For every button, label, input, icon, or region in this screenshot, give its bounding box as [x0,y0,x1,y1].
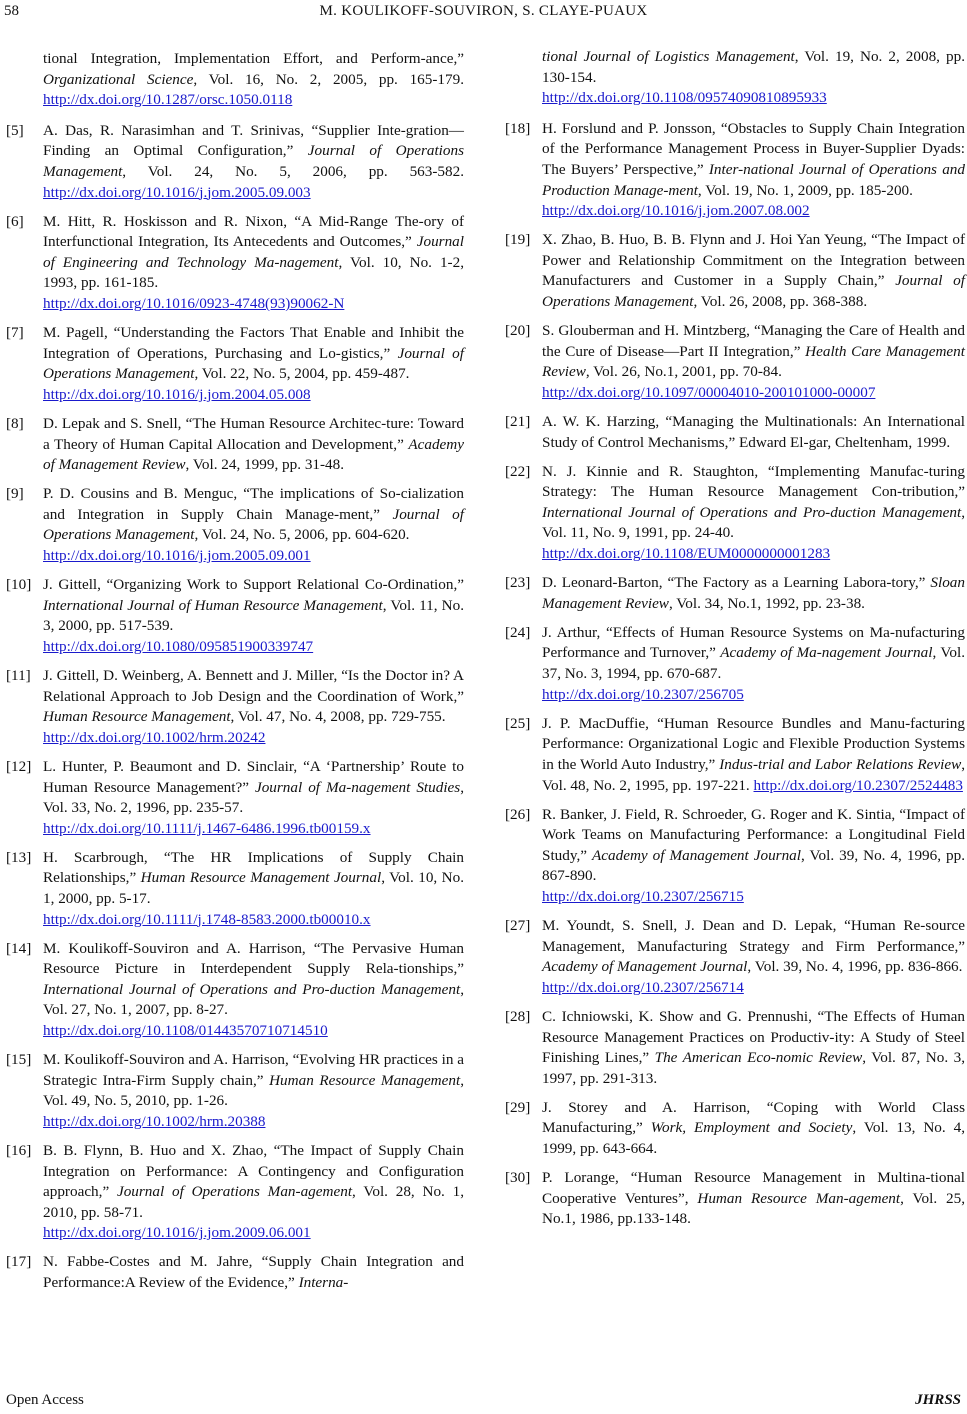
reference-text-part: J. P. MacDuffie, “Human Resource Bundles and Manu-facturing Performance: Organizational Logic and Flexible Production Systems in the World Auto Industry,” [542,714,965,773]
reference-text-part: , Vol. 33, No. 2, 1996, pp. 235-57. [43,778,464,817]
reference-text-part: L. Hunter, P. Beaumont and D. Sinclair, “A ‘Partnership’ Route to Human Resource Management?” [43,757,464,796]
reference-text-part: , Vol. 39, No. 4, 1996, pp. 867-890. [542,846,966,885]
reference-text-part: , Vol. 26, 2008, pp. 368-388. [693,293,868,311]
reference-entry [505,412,965,453]
reference-text-part: N. J. Kinnie and R. Staughton, “Implementing Manufac-turing Strategy: The Human Resource Management Con-tribution,” [542,462,965,501]
reference-number: [20] [505,322,531,340]
reference-number: [8] [6,415,24,432]
reference-text-part: tional Integration, Implementation Effort, and Perform-ance,” [43,50,464,67]
reference-text-part: , Vol. 39, No. 4, 1996, pp. 836-866. [747,958,963,976]
reference-text [43,414,464,476]
reference-source-title: The American Eco-nomic Review [654,1049,863,1067]
reference-text-part: , Vol. 24, No. 5, 2006, pp. 563-582. [122,162,464,180]
doi-link[interactable]: http://dx.doi.org/10.1108/EUM0000000001283 [542,545,831,563]
reference-text-part: , Vol. 24, No. 5, 2006, pp. 604-620. [194,526,410,544]
doi-link[interactable]: http://dx.doi.org/10.1097/00004010-200101000-00007 [542,383,876,401]
reference-text-part: , Vol. 24, 1999, pp. 31-48. [185,456,345,474]
reference-text-part: , Vol. 37, No. 3, 1994, pp. 670-687. [542,644,965,683]
doi-link[interactable]: http://dx.doi.org/10.1016/j.jom.2004.05.008 [43,385,311,403]
reference-number: [9] [6,485,24,503]
reference-source-title: Academy of Management Journal [542,958,748,976]
reference-number: [18] [505,119,531,137]
doi-link[interactable]: http://dx.doi.org/10.2307/256715 [542,887,744,905]
reference-text [43,121,464,203]
reference-entry [6,1141,464,1244]
reference-number: [27] [505,917,531,935]
reference-entry [505,462,965,565]
reference-text-part: M. Youndt, S. Snell, J. Dean and D. Lepak, “Human Re-source Management, Manufacturing Strategy and Firm Performance,” [542,917,965,955]
reference-source-title: International Journal of Human Resource Management [43,596,383,614]
reference-number: [17] [6,1253,32,1271]
reference-text-part: R. Banker, J. Field, R. Schroeder, G. Roger and K. Sintia, “Impact of Work Teams on Manufacturing Performance: a Longitudinal Field Study,” [542,805,965,864]
reference-number: [21] [505,413,531,430]
reference-text-part: P. D. Cousins and B. Menguc, “The implications of So-cialization and Integration in Supply Chain Manage-ment,” [43,485,464,523]
reference-source-title: Journal of Operations Management [43,344,464,383]
reference-text-part: , Vol. 22, No. 5, 2004, pp. 459-487. [194,365,410,383]
reference-text [542,714,965,796]
reference-source-title: Work, Employment and Society [650,1119,853,1137]
reference-source-title: Sloan Management Review [542,574,965,612]
reference-text [542,1098,965,1160]
reference-source-title: Interna- [298,1274,349,1292]
open-access-label: Open Access [6,1392,84,1408]
reference-source-title: Journal of Operations Management [542,272,965,311]
reference-entry [505,321,965,403]
reference-source-title: Indus-trial and Labor Relations Review [719,755,962,773]
reference-number: [11] [6,667,31,685]
reference-text [542,47,965,109]
reference-text [542,1168,965,1230]
running-head: M. KOULIKOFF-SOUVIRON, S. CLAYE-PUAUX [319,3,648,19]
reference-text-part: J. Gittell, D. Weinberg, A. Bennett and J. Miller, “Is the Doctor in? A Relational Approach to Job Design and the Coordination of Work,” [43,667,464,705]
doi-link[interactable]: http://dx.doi.org/10.1016/0923-4748(93)90062-N [43,295,345,313]
reference-text-part: , Vol. 19, No. 1, 2009, pp. 185-200. [697,181,913,199]
doi-link[interactable]: http://dx.doi.org/10.1016/j.jom.2005.09.003 [43,183,311,201]
doi-link[interactable]: http://dx.doi.org/10.1108/09574090810895933 [542,89,827,107]
reference-text-part: J. Arthur, “Effects of Human Resource Systems on Ma-nufacturing Performance and Turnover,” [542,623,965,662]
doi-link[interactable]: http://dx.doi.org/10.2307/256714 [542,978,744,996]
reference-source-title: Organizational Science [43,70,194,88]
reference-column-left [6,49,464,1302]
reference-text-part: P. Lorange, “Human Resource Management in Multina-tional Cooperative Ventures”, [542,1169,965,1207]
reference-entry [505,714,965,796]
reference-source-title: International Journal of Operations and Pro-duction Management [43,980,461,998]
reference-number: [15] [6,1051,32,1069]
reference-column-right [505,47,965,1238]
reference-text-part: J. Gittell, “Organizing Work to Support Relational Co-Ordination,” [43,576,464,594]
reference-text-part: , Vol. 49, No. 5, 2010, pp. 1-26. [43,1071,465,1110]
reference-source-title: Academy of Management Journal [592,846,801,864]
reference-text-part: S. Glouberman and H. Mintzberg, “Managing the Care of Health and the Cure of Disease—Part II Integration,” [542,322,965,360]
reference-text-part: C. Ichniowski, K. Show and G. Prennushi, “The Effects of Human Resource Management Practices on Productiv-ity: A Study of Steel Finishing Lines,” [542,1007,965,1067]
page-number: 58 [4,3,19,19]
reference-text-part: , Vol. 10, No. 1-2, 1993, pp. 161-185. [43,253,465,292]
page-header [0,0,967,28]
reference-entry [6,757,464,839]
reference-source-title: Academy of Ma-nagement Journal [720,644,933,662]
reference-number: [7] [6,324,24,342]
reference-entry [505,1098,965,1160]
reference-text [43,212,464,315]
reference-text-part: M. Koulikoff-Souviron and A. Harrison, “Evolving HR practices in a Strategic Intra-Firm Supply chain,” [43,1051,464,1089]
reference-text-part: H. Forslund and P. Jonsson, “Obstacles to Supply Chain Integration of the Performance Management Process in Buyer-Supplier Dyads: The Buyers’ Perspective,” [542,119,965,178]
reference-source-title: Inter-national Journal of Operations and Production Manage-ment [542,160,965,199]
reference-text [43,939,464,1042]
reference-text [542,462,965,565]
reference-text [43,1141,464,1244]
reference-number: [10] [6,576,32,594]
reference-number: [13] [6,848,32,866]
reference-text-part: B. B. Flynn, B. Huo and X. Zhao, “The Impact of Supply Chain Integration on Performance: A Contingency and Configuration approach,” [43,1142,464,1201]
reference-text-part: M. Koulikoff-Souviron and A. Harrison, “The Pervasive Human Resource Picture in Interdependent Supply Rela-tionships,” [43,939,464,978]
reference-text [43,757,464,839]
reference-source-title: Academy of Management Review [43,435,464,474]
reference-text [43,848,464,930]
reference-text-part: D. Lepak and S. Snell, “The Human Resource Architec-ture: Toward a Theory of Human Capital Allocation and Development,” [43,415,464,453]
reference-entry [6,484,464,566]
reference-text [43,1050,464,1132]
reference-source-title: tional Journal of Logistics Management [542,48,795,65]
reference-entry [6,121,464,203]
reference-source-title: International Journal of Operations and Pro-duction Management [542,503,962,521]
reference-number: [6] [6,212,24,230]
reference-entry [505,805,965,908]
reference-text [542,805,965,908]
reference-number: [12] [6,757,32,775]
reference-source-title: Journal of Ma-nagement Studies [254,778,461,796]
reference-text-part: J. Storey and A. Harrison, “Coping with World Class Manufacturing,” [542,1098,965,1137]
reference-text-part: , Vol. 13, No. 4, 1999, pp. 643-664. [542,1119,965,1157]
reference-entry [6,414,464,476]
reference-text-part: , Vol. 25, No.1, 1986, pp.133-148. [542,1189,965,1228]
reference-text [43,323,464,405]
reference-text [43,484,464,566]
reference-entry [6,1050,464,1132]
reference-entry [505,1168,965,1230]
reference-text [43,666,464,748]
reference-text-part: , Vol. 27, No. 1, 2007, pp. 8-27. [43,980,464,1019]
doi-link[interactable]: http://dx.doi.org/10.1002/hrm.20388 [43,1112,266,1130]
reference-number: [19] [505,231,531,249]
reference-text-part: , Vol. 34, No.1, 1992, pp. 23-38. [668,594,865,612]
doi-link[interactable]: http://dx.doi.org/10.1287/orsc.1050.0118 [43,91,293,109]
doi-link[interactable]: http://dx.doi.org/10.1016/j.jom.2005.09.001 [43,547,311,565]
reference-entry [505,230,965,312]
reference-source-title: Journal of Operations Management [43,505,464,544]
reference-text-part: , Vol. 16, No. 2, 2005, pp. 165-179. [193,70,464,88]
reference-text-part: X. Zhao, B. Huo, B. B. Flynn and J. Hoi Yan Yeung, “The Impact of Power and Relationship Commitment on the Integration between Manufacturers and Customer in a Supply Chain,” [542,231,965,290]
reference-number: [23] [505,574,531,592]
reference-number: [24] [505,623,531,641]
reference-text [542,916,965,998]
reference-text-part: H. Scarbrough, “The HR Implications of Supply Chain Relationships,” [43,848,464,887]
reference-source-title: Human Resource Management [269,1071,461,1089]
reference-entry [6,323,464,405]
reference-source-title: Journal of Engineering and Technology Ma-nagement [43,233,464,271]
reference-source-title: Human Resource Management Journal [140,869,382,887]
reference-text-part: D. Leonard-Barton, “The Factory as a Learning Labora-tory,” [542,574,931,592]
reference-source-title: Health Care Management Review [542,342,965,381]
reference-entry [505,916,965,998]
reference-text-part: , Vol. 26, No.1, 2001, pp. 70-84. [585,363,782,381]
reference-text-part: , Vol. 10, No. 1, 2000, pp. 5-17. [43,869,465,907]
reference-text-part: A. Das, R. Narasimhan and T. Srinivas, “Supplier Inte-gration—Finding an Optimal Configuration,” [43,121,464,160]
reference-entry [505,1007,965,1089]
doi-link[interactable]: http://dx.doi.org/10.1108/01443570710714510 [43,1022,328,1040]
reference-number: [30] [505,1169,531,1187]
reference-entry [6,939,464,1042]
doi-link[interactable]: http://dx.doi.org/10.1016/j.jom.2007.08.002 [542,202,810,220]
reference-text-part: , Vol. 11, No. 9, 1991, pp. 24-40. [542,503,965,542]
doi-link[interactable]: http://dx.doi.org/10.1111/j.1467-6486.1996.tb00159.x [43,819,371,837]
reference-text-part: , Vol. 48, No. 2, 1995, pp. 197-221. [542,755,965,794]
reference-text-part: , Vol. 47, No. 4, 2008, pp. 729-755. [230,708,446,726]
reference-text [542,1007,965,1089]
reference-entry [505,573,965,614]
reference-number: [5] [6,121,24,139]
reference-number: [22] [505,462,531,480]
reference-entry [505,119,965,222]
reference-source-title: Human Resource Management [43,708,231,726]
reference-number: [14] [6,939,32,957]
doi-link[interactable]: http://dx.doi.org/10.1111/j.1748-8583.2000.tb00010.x [43,910,371,928]
reference-number: [25] [505,714,531,732]
reference-number: [28] [505,1007,531,1025]
reference-text [43,575,464,657]
reference-entry [6,212,464,315]
reference-entry [6,575,464,657]
doi-link[interactable]: http://dx.doi.org/10.1016/j.jom.2009.06.001 [43,1224,311,1242]
reference-text-part: M. Pagell, “Understanding the Factors That Enable and Inhibit the Integration of Operations, Purchasing and Lo-gistics,” [43,324,464,362]
reference-continuation [6,49,464,111]
reference-text-part: , Vol. 11, No. 3, 2000, pp. 517-539. [43,596,464,635]
reference-text-part: M. Hitt, R. Hoskisson and R. Nixon, “A Mid-Range The-ory of Interfunctional Integration, Its Antecedents and Outcomes,” [43,212,464,251]
reference-continuation [505,47,965,109]
reference-text-part: , Vol. 28, No. 1, 2010, pp. 58-71. [43,1183,465,1221]
reference-entry [505,623,965,705]
reference-text [43,1252,464,1293]
reference-text [542,623,965,705]
reference-entry [6,666,464,748]
doi-link[interactable]: http://dx.doi.org/10.1002/hrm.20242 [43,728,266,746]
doi-link[interactable]: http://dx.doi.org/10.2307/2524483 [753,776,963,794]
reference-text-part: , Vol. 87, No. 3, 1997, pp. 291-313. [542,1049,966,1087]
reference-number: [16] [6,1142,32,1159]
reference-number: [26] [505,805,531,823]
reference-source-title: Journal of Operations Man-agement [116,1183,353,1201]
reference-text [43,49,464,111]
doi-link[interactable]: http://dx.doi.org/10.2307/256705 [542,685,744,703]
reference-text [542,119,965,222]
reference-number: [29] [505,1098,531,1116]
reference-source-title: Journal of Operations Management [43,142,464,180]
reference-text [542,412,965,453]
journal-abbrev: JHRSS [915,1392,961,1408]
reference-text [542,573,965,614]
reference-entry [6,848,464,930]
reference-text-part: , Vol. 19, No. 2, 2008, pp. 130-154. [542,48,965,86]
reference-source-title: Human Resource Man-agement [697,1189,901,1207]
reference-entry [6,1252,464,1293]
reference-text-part: A. W. K. Harzing, “Managing the Multinationals: An International Study of Control Mechanisms,” Edward El-gar, Cheltenham, 1999. [542,413,965,451]
reference-text [542,321,965,403]
reference-text [542,230,965,312]
reference-text-part: N. Fabbe-Costes and M. Jahre, “Supply Chain Integration and Performance:A Review of the Evidence,” [43,1253,464,1292]
doi-link[interactable]: http://dx.doi.org/10.1080/095851900339747 [43,637,314,655]
